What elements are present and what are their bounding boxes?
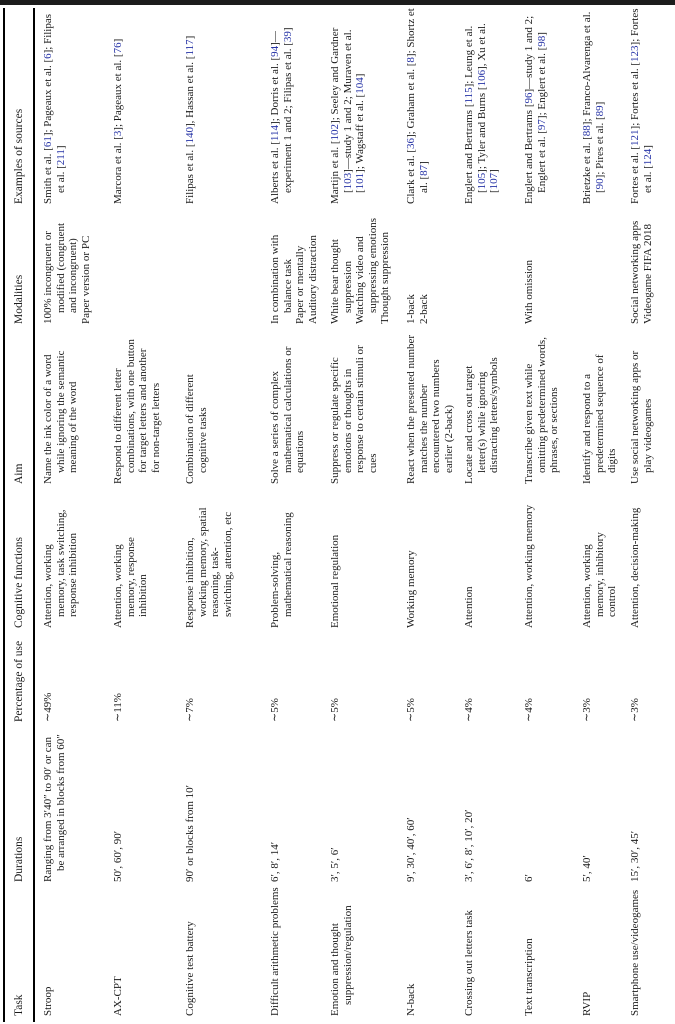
cell-task: AX-CPT	[112, 976, 124, 1016]
cell-cognitive-functions: Response inhibition, working memory, spatial reasoning, task-switching, attention, etc	[184, 507, 234, 628]
citation-link[interactable]: 123	[629, 45, 641, 62]
citation-link[interactable]: 101	[354, 172, 367, 190]
citation-link[interactable]: 115	[463, 87, 475, 104]
cell-durations: 9′, 30′, 40′, 60′	[405, 817, 417, 882]
citation-link[interactable]: 88	[581, 125, 593, 137]
citation-link[interactable]: 117	[184, 39, 196, 56]
cell-durations: 3′, 6′, 8′, 10′, 20′	[463, 809, 475, 882]
cell-percentage: ∼5%	[405, 698, 417, 722]
column-header-modalities: Modalities	[13, 274, 25, 324]
cell-percentage: ∼3%	[581, 698, 593, 722]
cell-aim: Combination of different cognitive tasks	[184, 374, 209, 484]
table-row	[110, 8, 182, 1024]
citation-link[interactable]: 96	[523, 92, 535, 104]
cell-cognitive-functions: Attention	[463, 586, 475, 628]
table-row	[521, 8, 579, 1024]
cell-percentage: ∼4%	[463, 698, 475, 722]
cell-sources: Smith et al. [61]; Pageaux et al. [6]; Filipas et al. [211]	[42, 13, 67, 204]
cell-durations: Ranging from 3′40″ to 90′ or can be arranged in blocks from 60″	[42, 734, 67, 882]
table-row	[267, 8, 327, 1024]
citation-link[interactable]: 76	[112, 42, 124, 54]
column-header-task: Task	[13, 994, 25, 1016]
citation-link[interactable]: 102	[329, 123, 341, 141]
citation-link[interactable]: 107	[488, 172, 501, 190]
cell-percentage: ∼5%	[329, 698, 341, 722]
table-header-row	[0, 8, 36, 1024]
citation-link[interactable]: 36	[405, 138, 417, 150]
cell-modalities: With omission	[523, 259, 535, 324]
cell-cognitive-functions: Attention, working memory, response inhibition	[112, 537, 150, 628]
cell-cognitive-functions: Attention, decision-making	[629, 507, 641, 628]
cell-percentage: ∼49%	[42, 692, 54, 722]
citation-link[interactable]: 3	[112, 130, 124, 137]
cell-task: Emotion and thought suppression/regulation	[329, 905, 354, 1016]
citation-link[interactable]: 8	[405, 57, 417, 63]
citation-link[interactable]: 103	[341, 172, 354, 190]
cell-cognitive-functions: Problem-solving, mathematical reasoning	[269, 512, 294, 628]
cell-cognitive-functions: Attention, working memory, inhibitory control	[581, 532, 619, 628]
column-header-percentage: Percentage of use	[13, 640, 25, 722]
cell-durations: 50′, 60′, 90′	[112, 830, 124, 882]
citation-link[interactable]: 39	[281, 31, 294, 43]
citation-link[interactable]: 94	[269, 45, 281, 57]
cell-durations: 90′ or blocks from 10′	[184, 784, 196, 882]
citation-link[interactable]: 61	[42, 136, 54, 148]
table-row	[627, 8, 675, 1024]
citation-link[interactable]: 87	[417, 164, 430, 176]
cell-aim: Locate and cross out target letter(s) while ignoring distracting letters/symbols	[463, 357, 501, 484]
table-row	[579, 8, 627, 1024]
cell-sources: Martijn et al. [102]; Seeley and Gardner [103]—study 1 and 2; Muraven et al. [101]; Wagstaff et al. [104]	[329, 27, 367, 204]
cell-durations: 6′	[523, 874, 535, 882]
cell-sources: Marcora et al. [3]; Pageaux et al. [76]	[112, 38, 124, 204]
cell-aim: Solve a series of complex mathematical calculations or equations	[269, 346, 307, 484]
cell-percentage: ∼5%	[269, 698, 281, 722]
header-bottom-rule	[33, 8, 35, 1022]
column-header-cognitive: Cognitive functions	[13, 536, 25, 628]
column-header-aim: Aim	[13, 463, 25, 484]
cell-sources: Filipas et al. [140], Hassan et al. [117]	[184, 35, 196, 204]
cell-aim: Respond to different letter combinations, with one button for target letters and another for non-target letters	[112, 339, 162, 484]
cell-task: Stroop	[42, 986, 54, 1016]
citation-link[interactable]: 97	[535, 119, 548, 131]
table-row	[403, 8, 461, 1024]
table-body	[40, 8, 675, 1024]
citation-link[interactable]: 106	[475, 69, 488, 87]
cell-sources: Clark et al. [36]; Graham et al. [8]; Shortz et al. [87]	[405, 8, 430, 204]
cell-aim: Suppress or regulate specific emotions or thoughts in response to certain stimuli or cues	[329, 345, 379, 484]
cell-task: Difficult arithmetic problems	[269, 887, 281, 1016]
cell-task: Text transcription	[523, 938, 535, 1016]
cell-sources: Brietzke et al. [88]; Franco-Alvarenga et al. [90]; Pires et al. [89]	[581, 11, 606, 204]
cell-cognitive-functions: Attention, working memory	[523, 504, 535, 628]
cell-aim: Use social networking apps or play videogames	[629, 350, 654, 484]
citation-link[interactable]: 90	[593, 178, 606, 190]
cell-durations: 3′, 5′, 6′	[329, 847, 341, 882]
cell-task: Crossing out letters task	[463, 909, 475, 1016]
cell-sources: Englert and Bertrams [115]; Leung et al. [105]; Tyler and Burns [106], Xu et al. [107]	[463, 23, 501, 204]
cell-modalities: Social networking apps Videogame FIFA 2018	[629, 220, 654, 324]
column-header-durations: Durations	[13, 836, 25, 882]
page-edge-rule	[0, 0, 675, 5]
cell-durations: 15′, 30′, 45′	[629, 830, 641, 882]
cell-modalities: White bear thought suppression Watching video and suppressing emotions Thought suppression	[329, 217, 392, 324]
cell-durations: 6′, 8′, 14′	[269, 841, 281, 882]
cell-task: N-back	[405, 983, 417, 1016]
table-row	[327, 8, 403, 1024]
cell-modalities: 1-back 2-back	[405, 294, 430, 324]
citation-link[interactable]: 105	[475, 172, 488, 190]
cell-task: Smartphone use/videogames	[629, 889, 641, 1016]
table-row	[40, 8, 110, 1024]
citation-link[interactable]: 211	[54, 149, 67, 166]
cell-sources: Englert and Bertrams [96]—study 1 and 2; Englert et al. [97]; Englert et al. [98]	[523, 15, 548, 204]
cell-aim: Identify and respond to a predetermined sequence of digits	[581, 354, 619, 484]
cell-modalities: In combination with balance task Paper or mentally Auditory distraction	[269, 234, 319, 324]
cell-sources: Alberts et al. [114]; Dorris et al. [94]—experiment 1 and 2; Filipas et al. [39]	[269, 27, 294, 204]
column-header-sources: Examples of sources	[13, 108, 25, 204]
citation-link[interactable]: 121	[629, 129, 641, 146]
cell-task: Cognitive test battery	[184, 921, 196, 1016]
table-row	[182, 8, 267, 1024]
cell-aim: React when the presented number matches the number encountered two numbers earlier (2-back)	[405, 334, 455, 484]
citation-link[interactable]: 98	[535, 35, 548, 47]
citation-link[interactable]: 124	[641, 148, 654, 166]
cell-percentage: ∼11%	[112, 693, 124, 722]
table-row	[461, 8, 521, 1024]
cell-percentage: ∼4%	[523, 698, 535, 722]
cell-cognitive-functions: Attention, working memory, task switching, response inhibition	[42, 509, 80, 628]
cell-task: RVIP	[581, 991, 593, 1016]
citation-link[interactable]: 6	[42, 53, 54, 59]
cell-cognitive-functions: Emotional regulation	[329, 534, 341, 628]
citation-link[interactable]: 104	[354, 77, 367, 94]
citation-link[interactable]: 89	[593, 105, 606, 117]
cell-modalities: 100% incongruent or modified (congruent and incongruent) Paper version or PC	[42, 222, 92, 324]
cell-sources: Fortes et al. [121]; Fortes et al. [123]; Fortes et al. [124]	[629, 8, 654, 204]
citation-link[interactable]: 140	[184, 127, 196, 144]
cell-percentage: ∼3%	[629, 698, 641, 722]
cell-aim: Name the ink color of a word while ignoring the semantic meaning of the word	[42, 350, 80, 484]
citation-link[interactable]: 114	[269, 124, 281, 142]
cell-percentage: ∼7%	[184, 698, 196, 722]
cell-cognitive-functions: Working memory	[405, 550, 417, 628]
cell-durations: 5′, 40′	[581, 855, 593, 882]
cell-aim: Transcribe given text while omitting predetermined words, phrases, or sections	[523, 337, 561, 484]
